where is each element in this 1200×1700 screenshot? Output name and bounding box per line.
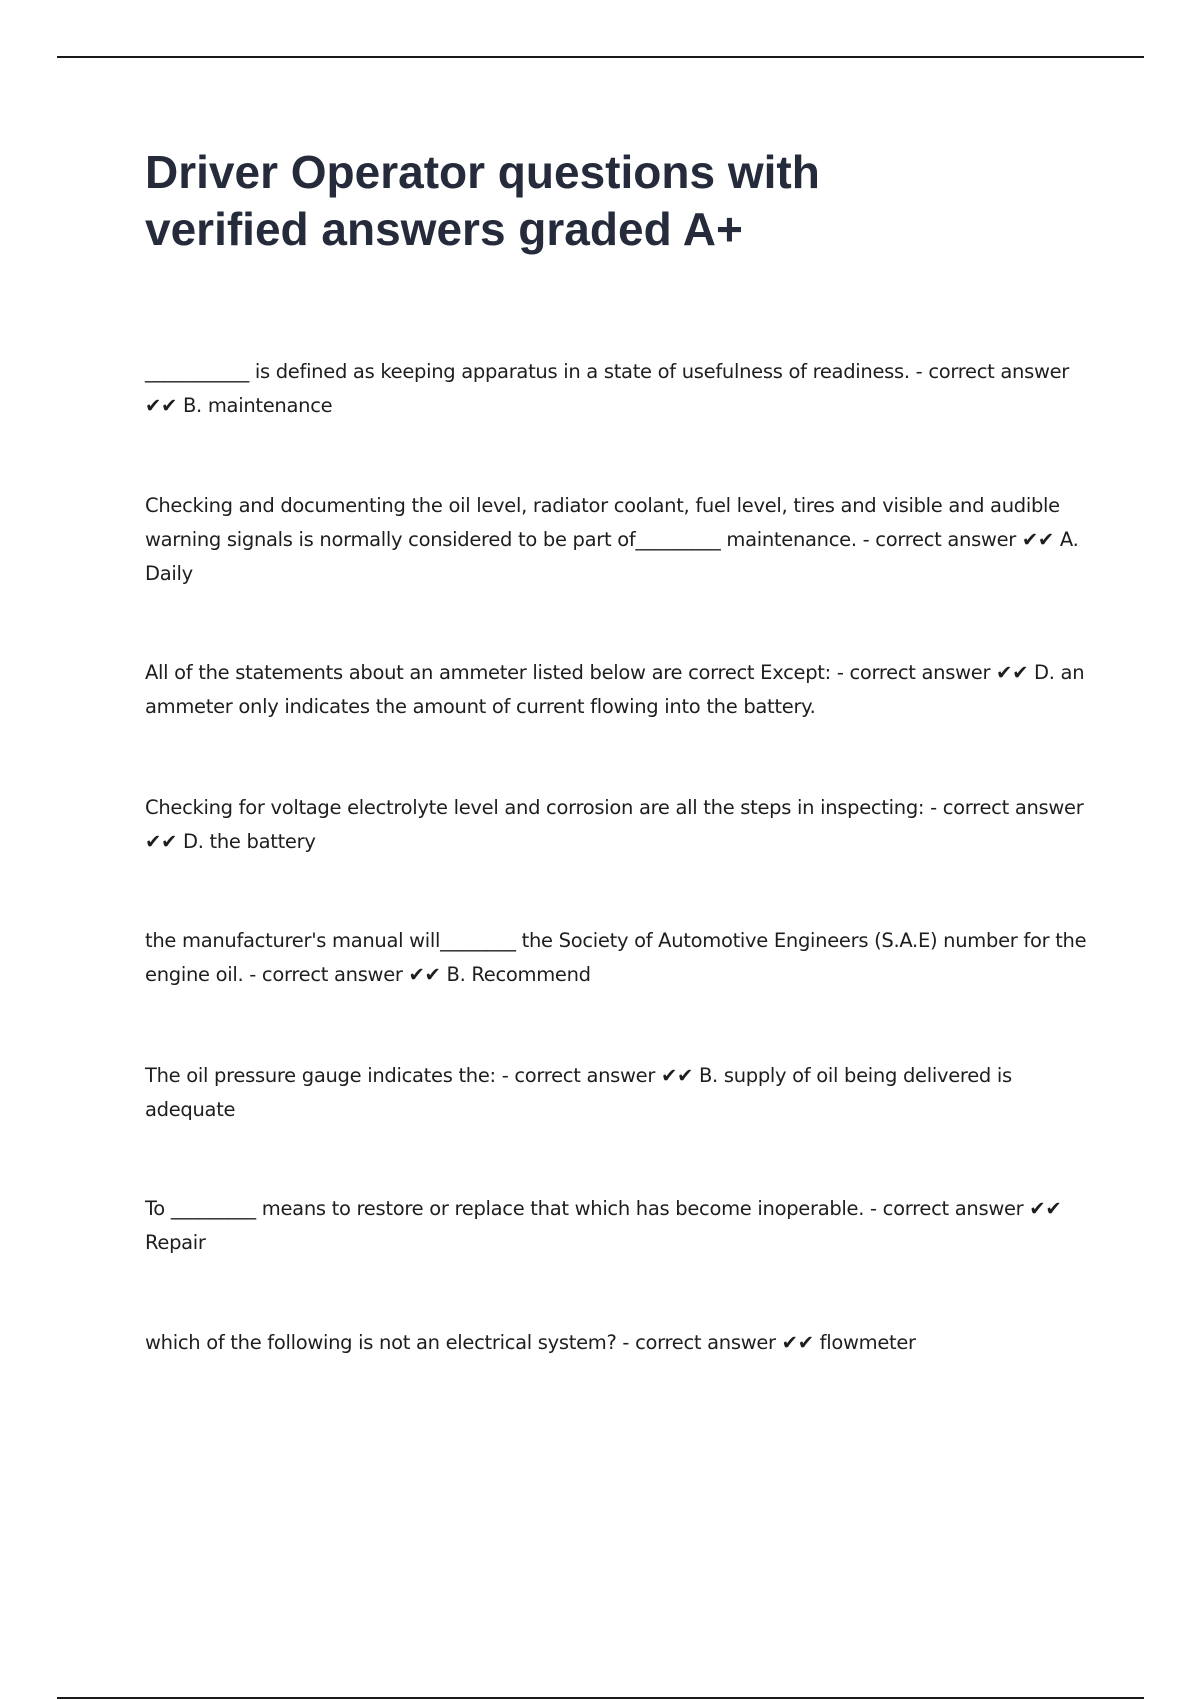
correct-answer-label: - correct answer ✔✔: [856, 528, 1060, 551]
qa-item: [145, 355, 1095, 423]
question-text: Checking for voltage electrolyte level and corrosion are all the steps in inspecting:: [145, 796, 925, 819]
bottom-rule: [57, 1697, 1144, 1699]
question-text: The oil pressure gauge indicates the:: [145, 1064, 496, 1087]
answer-text: B. supply of oil being delivered is adequate: [145, 1064, 1012, 1121]
qa-item: [145, 1059, 1095, 1127]
question-text: ___________ is defined as keeping apparatus in a state of usefulness of readiness.: [145, 360, 910, 383]
correct-answer-label: - correct answer ✔✔: [145, 796, 1084, 853]
correct-answer-label: - correct answer ✔✔: [145, 360, 1070, 417]
question-text: To _________ means to restore or replace that which has become inoperable.: [145, 1197, 865, 1220]
question-text: Checking and documenting the oil level, radiator coolant, fuel level, tires and visible and audible warning signals is normally considered to be part of_________ maintenance.: [145, 494, 1060, 551]
answer-text: B. maintenance: [182, 394, 333, 417]
document-title: Driver Operator questions with verified answers graded A+: [145, 146, 820, 255]
answer-text: Repair: [145, 1231, 206, 1254]
qa-item: [145, 924, 1095, 992]
correct-answer-label: - correct answer ✔✔: [830, 661, 1035, 684]
qa-item: [145, 489, 1095, 591]
answer-text: A. Daily: [145, 528, 1079, 585]
answer-text: D. the battery: [182, 830, 316, 853]
correct-answer-label: - correct answer ✔✔: [864, 1197, 1062, 1220]
answer-text: B. Recommend: [446, 963, 591, 986]
question-text: which of the following is not an electrical system?: [145, 1331, 617, 1354]
top-rule: [57, 56, 1144, 58]
qa-item: [145, 1326, 1095, 1360]
correct-answer-label: - correct answer ✔✔: [495, 1064, 699, 1087]
question-text: All of the statements about an ammeter listed below are correct Except:: [145, 661, 831, 684]
correct-answer-label: - correct answer ✔✔: [616, 1331, 820, 1354]
qa-item: [145, 791, 1095, 859]
answer-text: D. an ammeter only indicates the amount of current flowing into the battery.: [145, 661, 1085, 718]
correct-answer-label: - correct answer ✔✔: [243, 963, 447, 986]
qa-item: [145, 656, 1095, 724]
answer-text: flowmeter: [819, 1331, 916, 1354]
qa-item: [145, 1192, 1095, 1260]
question-text: the manufacturer's manual will________ the Society of Automotive Engineers (S.A.E) number for the engine oil.: [145, 929, 1087, 986]
